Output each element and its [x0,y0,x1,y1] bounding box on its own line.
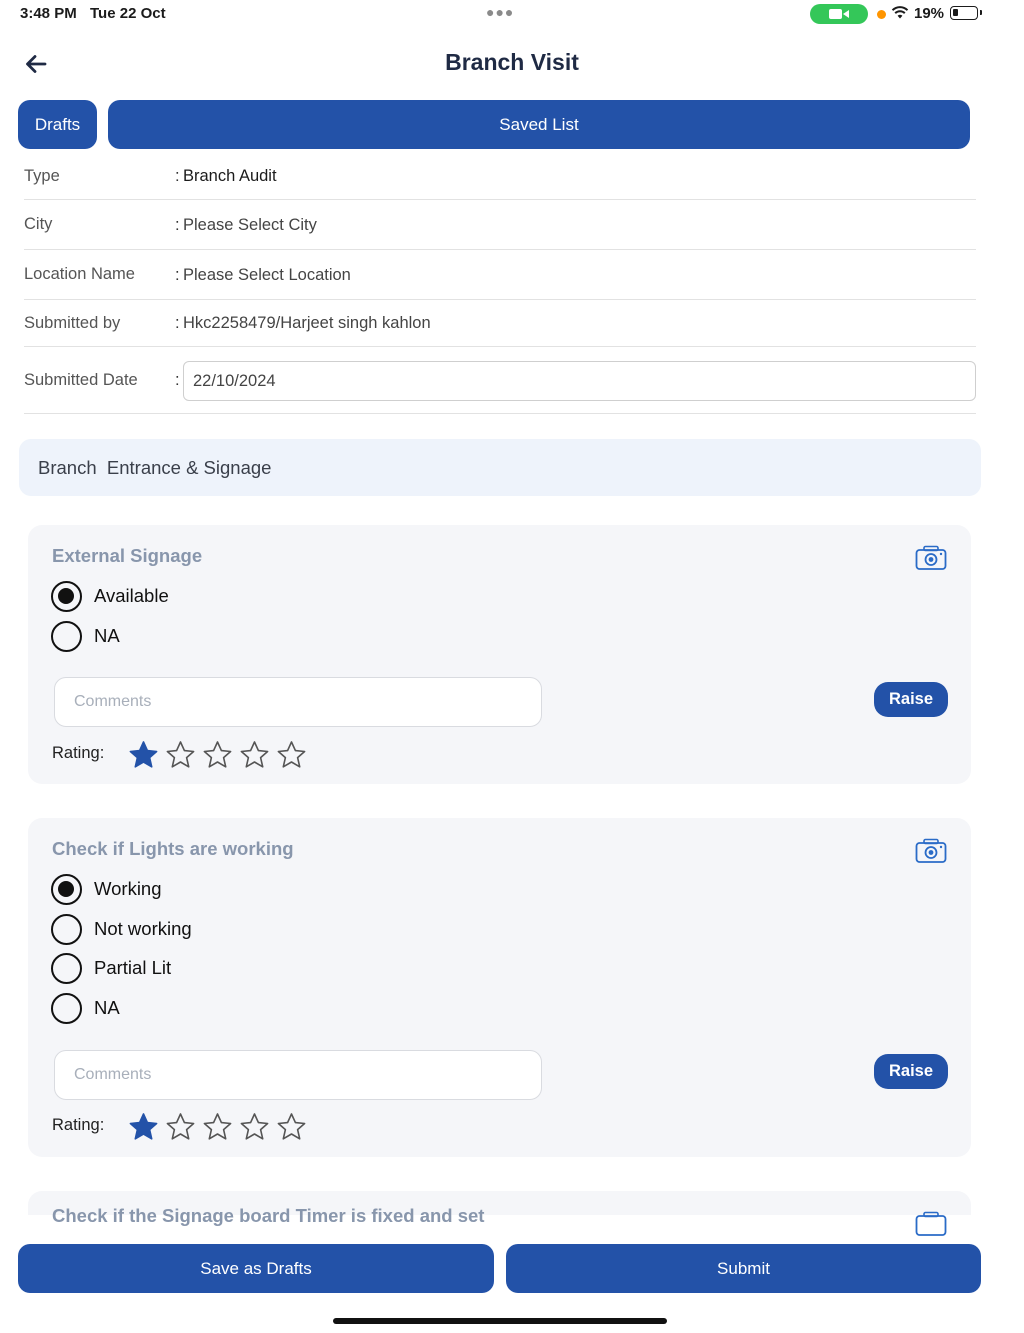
type-label: Type [24,167,60,185]
info-row-location[interactable] [24,250,976,300]
star-empty-icon[interactable] [165,1112,196,1142]
tab-drafts[interactable]: Drafts [18,100,97,149]
home-indicator[interactable] [333,1318,667,1324]
save-as-drafts-button[interactable]: Save as Drafts [18,1244,494,1293]
radio-option-not-working[interactable] [51,913,192,945]
submitted-by-colon: : [175,314,180,332]
camera-in-use-icon [810,4,868,24]
radio-label: Partial Lit [94,957,172,978]
comments-input[interactable]: Comments [54,677,542,727]
radio-button[interactable] [51,621,82,652]
question-title: External Signage [52,545,203,566]
status-time: 3:48 PM [20,5,77,22]
camera-icon[interactable] [915,545,947,571]
radio-label: Working [94,878,162,899]
radio-label: Not working [94,918,192,939]
privacy-indicator-icon [877,10,886,19]
info-row-submitted-date [24,347,976,414]
radio-button-checked[interactable] [51,874,82,905]
star-filled-icon[interactable] [128,1112,159,1142]
wifi-icon [891,4,909,20]
submitted-date-label: Submitted Date [24,371,138,389]
radio-button-checked[interactable] [51,581,82,612]
info-row-city[interactable] [24,200,976,250]
comments-input[interactable]: Comments [54,1050,542,1100]
radio-option-working[interactable] [51,873,162,905]
camera-icon[interactable] [915,1211,947,1237]
radio-button[interactable] [51,993,82,1024]
raise-button[interactable]: Raise [874,682,948,717]
city-select[interactable]: Please Select City [183,216,317,234]
submitted-date-field[interactable]: 22/10/2024 [183,361,976,401]
radio-option-na[interactable] [51,992,120,1024]
question-title: Check if the Signage board Timer is fixed and set [52,1205,485,1226]
info-row-type [24,159,976,200]
status-bar [0,0,1000,28]
question-card-external-signage [28,525,971,784]
radio-label: Available [94,585,169,606]
info-row-submitted-by [24,300,976,347]
raise-button[interactable]: Raise [874,1054,948,1089]
radio-label: NA [94,625,120,646]
radio-option-na[interactable] [51,620,120,652]
rating-label: Rating: [52,1116,105,1134]
star-rating[interactable] [128,740,307,770]
radio-button[interactable] [51,953,82,984]
battery-icon [950,6,978,20]
location-select[interactable]: Please Select Location [183,266,351,284]
type-value: Branch Audit [183,167,277,185]
star-empty-icon[interactable] [165,740,196,770]
battery-percentage: 19% [914,5,945,22]
camera-icon[interactable] [915,838,947,864]
radio-option-partial-lit[interactable] [51,952,171,984]
star-empty-icon[interactable] [239,740,270,770]
star-empty-icon[interactable] [239,1112,270,1142]
section-header: Branch Entrance & Signage [19,439,981,496]
status-date: Tue 22 Oct [90,5,166,22]
radio-option-available[interactable] [51,580,169,612]
location-label: Location Name [24,265,135,283]
question-title: Check if Lights are working [52,838,294,859]
page-title: Branch Visit [445,49,579,75]
star-rating[interactable] [128,1112,307,1142]
type-colon: : [175,167,180,185]
star-empty-icon[interactable] [202,740,233,770]
star-empty-icon[interactable] [202,1112,233,1142]
submitted-by-label: Submitted by [24,314,121,332]
star-empty-icon[interactable] [276,1112,307,1142]
submit-button[interactable]: Submit [506,1244,981,1293]
question-card-partial [28,1191,971,1226]
rating-label: Rating: [52,744,105,762]
radio-label: NA [94,997,120,1018]
submitted-date-colon: : [175,371,180,389]
star-empty-icon[interactable] [276,740,307,770]
question-card-lights [28,818,971,1157]
submitted-by-value: Hkc2258479/Harjeet singh kahlon [183,314,431,332]
multitasking-dots-icon[interactable]: ●●● [486,4,515,20]
radio-button[interactable] [51,914,82,945]
tab-saved-list[interactable]: Saved List [108,100,970,149]
city-label: City [24,215,53,233]
star-filled-icon[interactable] [128,740,159,770]
location-colon: : [175,266,180,284]
city-colon: : [175,216,180,234]
